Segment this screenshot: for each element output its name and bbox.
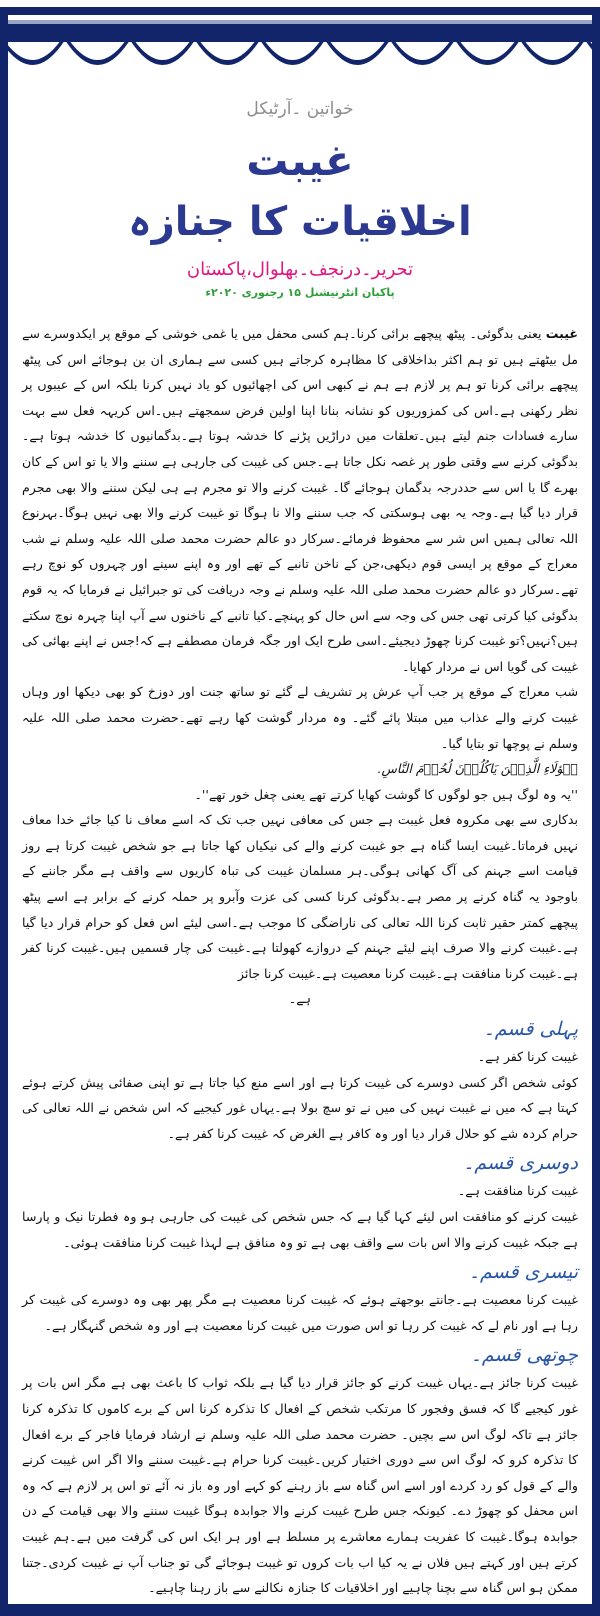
scallop-arc (455, 40, 520, 65)
intro-lead-word: غیبت (545, 326, 578, 341)
section-text: غیبت کرنا جائز ہے۔یہاں غیبت کرنے کو جائز قرار دیا گیا ہے بلکہ ثواب کا باعث بھی ہے مگر اس بات پر غور کیجیے گا کہ فسق وفجور کا مرتکب شخص کے افعال کا تذکرہ کرنا اس کے برے کاموں کا تذکرہ کرنا جائز ہے تاکہ لوگ اس سے بچیں۔ حضرت محمد صلی اللہ علیہ وسلم نے ارشاد فرمایا فاجر کے برے افعال کا تذکرہ کرو کہ لوگ اس سے دوری اختیار کریں۔غیبت کرنا حرام ہے۔غیبت سننے والا اگر اس غیبت کرنے والے کے قول کو رد کردے اور اسے اس گناہ سے باز رہنے کو کہے اور وہ باز نہ آئے تو اس پر لازم ہے کہ وہ اس محفل کو چھوڑ دے۔ کیونکہ جس طرح غیبت کرنے والا جوابدہ ہوگا غیبت سننے والا بھی قیامت کے دن جوابدہ ہوگا۔غیبت کا عفریت ہمارے معاشرے پر مسلط ہے اور ہر ایک اس کی گرفت میں ہے۔ہم غیبت کرتے ہیں اور کہتے ہیں فلاں نے یہ کیا اب بات کروں تو غیبت ہوجائے گی تو جناب آپ نے غیبت کردی۔جتنا ممکن ہو اس گناہ سے بچنا چاہیے اور اخلاقیات کا جنازہ نکالنے سے باز رہنا چاہیے۔ (22, 1375, 578, 1596)
scallop-arc (520, 40, 585, 65)
section-fourth (22, 1342, 578, 1600)
scallop-arc (8, 40, 65, 65)
section-summary: غیبت کرنا کفر ہے۔ (477, 1049, 578, 1065)
section-tag: خواتین ۔آرٹیکل (246, 99, 354, 119)
section-heading: تیسری قسم۔ (468, 1261, 578, 1284)
body-paragraph: بدکاری سے بھی مکروہ فعل غیبت ہے جس کی معافی نہیں جب تک کہ اسے معاف نا کیا جائے خدا معاف نہیں فرماتا۔غیبت ایسا گناہ ہے جو غیبت کرنے والے کی نیکیاں کھا جاتا ہے جو شخص غیبت کرتا ہے روز قیامت اسے جہنم کی آگ کھانی ہوگی۔ہر مسلمان غیبت کی تباہ کاریوں سے واقف ہے مگر جاننے کے باوجود یہ گناہ کرنے پر مصر ہے۔بدگوئی کرنا کسی کی عزت وآبرو پر حملہ کرنے کے برابر ہے اسے پیٹھ پیچھے کمتر حقیر ثابت کرنا اللہ تعالی کی ناراضگی کا موجب ہے۔اسی لیئے اس فعل کو حرام قرار دیا گیا ہے۔غیبت کرنے والا صرف اپنے لیئے جہنم کے دروازے کھولتا ہے۔غیبت کی چار قسمیں ہیں۔غیبت کرنا کفر ہے۔غیبت کرنا منافقت ہے۔غیبت کرنا معصیت ہے۔غیبت کرنا جائز (22, 812, 578, 981)
scallop-arc (325, 40, 390, 65)
scallop-arc (65, 40, 130, 65)
section-text: غیبت کرنے کو منافقت اس لیئے کہا گیا ہے کہ جس شخص کی غیبت کی جارہی ہو وہ فطرتا نیک و پارسا ہے جبکہ غیبت کرنے والا اس بات سے واقف بھی ہے تو وہ منافق ہے لہذا غیبت کرنا منافقت ہوئی۔ (22, 1209, 578, 1250)
body-paragraph-tail: ہے۔ (288, 991, 312, 1007)
publication-source: پاکبان انٹرنیشنل ۱۵ رجنوری ۲۰۲۰ء (205, 286, 395, 299)
scallop-border (8, 38, 592, 78)
section-summary: غیبت کرنا منافقت ہے۔ (457, 1183, 578, 1199)
top-border-stripe (8, 20, 592, 24)
article-subtitle: اخلاقیات کا جنازہ (128, 199, 472, 245)
quote-translation: ''یہ وہ لوگ ہیں جو لوگوں کا گوشت کھایا کرتے تھے یعنی چغل خور تھے''۔ (194, 786, 578, 802)
section-heading: دوسری قسم۔ (463, 1152, 578, 1175)
scallop-arc (130, 40, 195, 65)
scallop-band (8, 38, 592, 42)
byline: تحریر۔درنجف۔بھلوال،پاکستان (186, 259, 414, 280)
section-second (22, 1150, 578, 1255)
miraj-paragraph: شب معراج کے موقع پر جب آپ عرش پر تشریف لے گئے تو ساتھ جنت اور دوزخ کو بھی دیکھا اور وہاں غیبت کرنے والے عذاب میں مبتلا پائے گئے۔ وہ مردار گوشت کھا رہے تھے۔حضرت محمد صلی اللہ علیہ وسلم نے پوچھا تو بتایا گیا۔ (22, 684, 578, 751)
scallop-arc (195, 40, 260, 65)
arabic-quote: ہٰؤلَاءِ الَّذِیۡنَ یَاکُلُوۡنَ لُحُوۡمَ النَّاسِ. (377, 761, 578, 777)
section-first (22, 1016, 578, 1146)
section-text: غیبت کرنا معصیت ہے۔جانتے بوجھتے ہوئے کہ غیبت کرنا معصیت ہے مگر پھر بھی وہ دوسرے کی غیبت کر رہا ہے اور نام لے کہ غیبت کر رہا تو اس صورت میں غیبت کرنا معصیت ہے اور وہ شخص گنہگار ہے۔ (22, 1292, 578, 1333)
section-third (22, 1259, 578, 1338)
intro-paragraph (22, 321, 578, 679)
article-title: غیبت (246, 136, 354, 185)
scallop-arc (260, 40, 325, 65)
intro-text: یعنی بدگوئی۔ پیٹھ پیچھے برائی کرنا۔ہم کسی محفل میں یا غمی خوشی کے موقع پر ایکدوسرے سے مل بیٹھتے ہیں تو ہم اکثر بداخلاقی کا مظاہرہ کرجاتے ہیں کسی سے ہماری ان بن ہوجائے اس کی پیٹھ پیچھے برائی کرنا تو ہم پر لازم ہے ہم نے کبھی اس کی اچھائیوں کو یاد نہیں کرنا بلکہ اس کے عیبوں پر نظر رکھنی ہے۔اس کی کمزوریوں کو نشانہ بنانا اپنا اولین فرض سمجھتے ہیں۔اس کریہہ فعل سے بہت سارے فسادات جنم لیتے ہیں۔تعلقات میں دراڑیں پڑنے کا خدشہ ہوتا ہے۔بدگمانیوں کا خدشہ ہوتا ہے۔بدگوئی کرنے سے وقتی طور پر غصہ نکل جاتا ہے۔جس کی غیبت کی جارہی ہے سننے والا یا تو اس کے کان بھرے گا یا اس سے حددرجہ بدگمان ہوجائے گا۔ غیبت کرنے والا تو مجرم ہے ہی لیکن سننے والا بھی مجرم قرار دیا گیا ہے۔وجہ یہ بھی ہوسکتی کہ جب سننے والا نا ہوگا تو غیبت کرنے والا بھی نہیں ہوگا۔بہرنوع اللہ تعالی ہمیں اس شر سے محفوظ فرمائے۔سرکار دو عالم حضرت محمد صلی اللہ علیہ وسلم نے شب معراج کے موقع پر ایسی قوم دیکھی،جن کے ناخن تانبے کے تھے اور وہ اپنے سینے اور چہروں کو نوچ رہے تھے۔سرکار دو عالم حضرت محمد صلی اللہ علیہ وسلم نے وجہ دریافت کی تو جبرائیل نے فرمایا کہ یہ قوم بدگوئی کیا کرتی تھی جس کی وجہ سے اس حال کو پہنچے۔کیا تانبے کے ناخنوں سے آپ اپنا چہرہ نوچ سکتے ہیں؟نہیں؟تو غیبت کرنا چھوڑ دیجیئے۔اسی طرح ایک اور جگہ فرمان مصطفے ہے کہ!جس نے اپنے بھائی کی غیبت کی گویا اس نے مردار کھایا۔ (22, 326, 578, 674)
section-text: کوئی شخص اگر کسی دوسرے کی غیبت کرتا ہے اور اسے منع کیا جاتا ہے تو اپنی صفائی پیش کرتے ہوئے کہتا ہے کہ میں نے غیبت نہیں کی میں نے تو سچ بولا ہے۔یہاں غور کیجیے کہ اس شخص نے اللہ تعالی کی حرام کردہ شے کو حلال قرار دیا اور وہ کافر ہے الغرض کہ غیبت کرنا کفر ہے۔ (22, 1074, 578, 1141)
section-heading: چوتھی قسم۔ (470, 1344, 578, 1367)
section-heading: پہلی قسم۔ (483, 1018, 578, 1041)
scallop-arc (390, 40, 455, 65)
scallop-arc (585, 40, 592, 65)
article-panel (8, 38, 592, 1604)
article-content (22, 98, 578, 1601)
